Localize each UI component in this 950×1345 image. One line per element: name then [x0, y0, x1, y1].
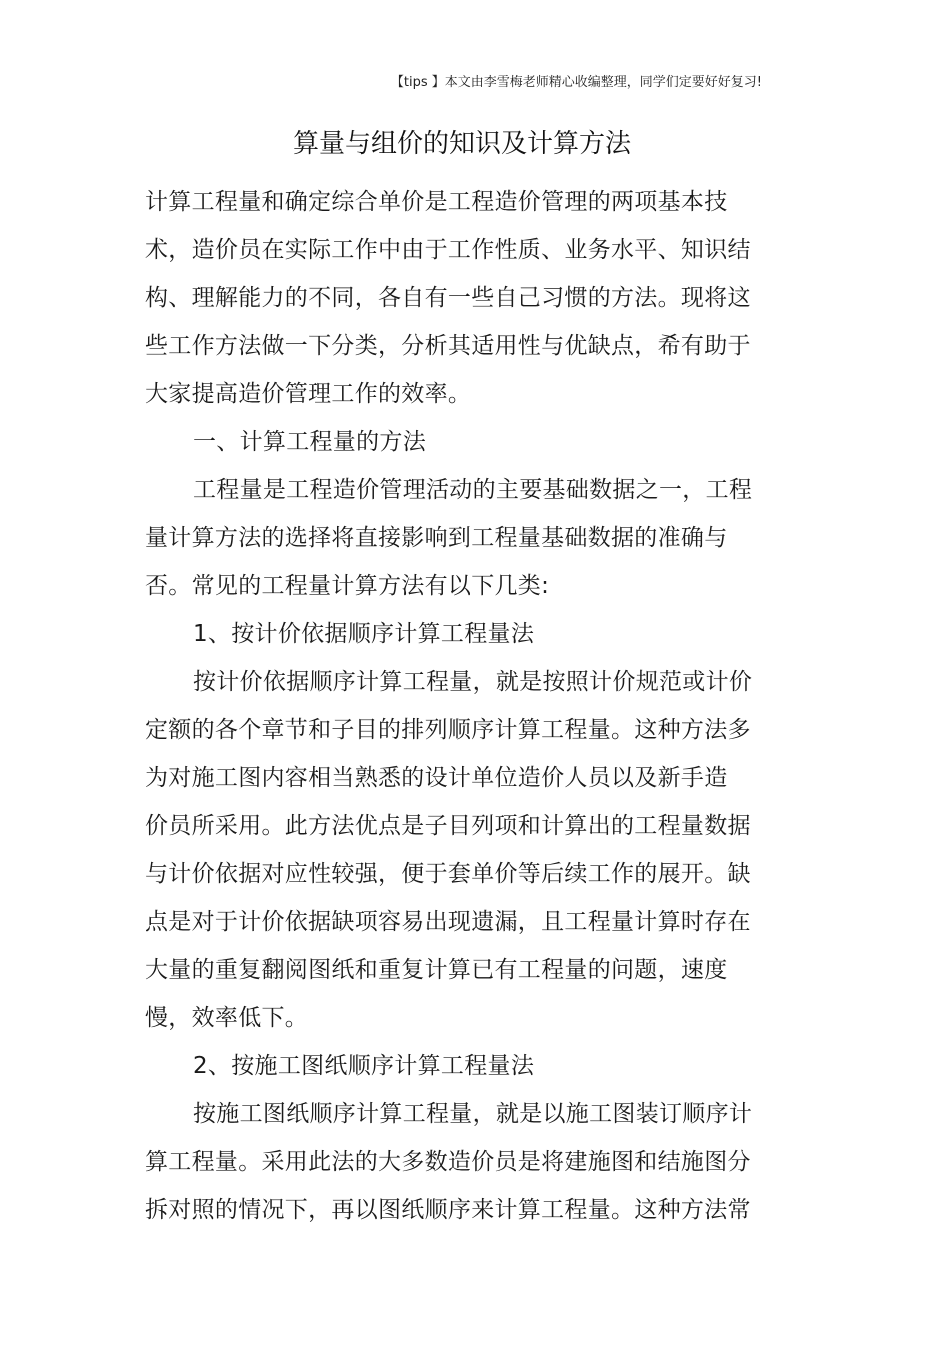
paragraph-line: 慢，效率低下。 [145, 1005, 309, 1031]
paragraph-line: 算工程量。采用此法的大多数造价员是将建施图和结施图分 [145, 1149, 751, 1175]
paragraph-line: 构、理解能力的不同，各自有一些自己习惯的方法。现将这 [145, 285, 751, 311]
paragraph-line: 量计算方法的选择将直接影响到工程量基础数据的准确与 [145, 525, 728, 551]
document-title: 算量与组价的知识及计算方法 [292, 129, 631, 159]
paragraph-line: 拆对照的情况下，再以图纸顺序来计算工程量。这种方法常 [145, 1197, 751, 1223]
paragraph-line: 为对施工图内容相当熟悉的设计单位造价人员以及新手造 [145, 765, 728, 791]
subsection-heading: 1、按计价依据顺序计算工程量法 [193, 621, 535, 647]
paragraph-line: 些工作方法做一下分类，分析其适用性与优缺点，希有助于 [145, 333, 751, 359]
paragraph-line: 否。常见的工程量计算方法有以下几类: [145, 573, 550, 599]
paragraph-line: 按计价依据顺序计算工程量，就是按照计价规范或计价 [193, 669, 753, 695]
paragraph-line: 工程量是工程造价管理活动的主要基础数据之一，工程 [193, 477, 753, 503]
paragraph-line: 定额的各个章节和子目的排列顺序计算工程量。这种方法多 [145, 717, 751, 743]
paragraph-line: 大量的重复翻阅图纸和重复计算已有工程量的问题，速度 [145, 957, 728, 983]
header-tip: 【tips 】本文由李雪梅老师精心收编整理，同学们定要好好复习! [390, 75, 762, 90]
paragraph-line: 按施工图纸顺序计算工程量，就是以施工图装订顺序计 [193, 1101, 753, 1127]
paragraph-line: 价员所采用。此方法优点是子目列项和计算出的工程量数据 [145, 813, 751, 839]
subsection-heading: 2、按施工图纸顺序计算工程量法 [193, 1053, 535, 1079]
paragraph-line: 计算工程量和确定综合单价是工程造价管理的两项基本技 [145, 189, 728, 215]
paragraph-line: 点是对于计价依据缺项容易出现遗漏，且工程量计算时存在 [145, 909, 751, 935]
paragraph-line: 术，造价员在实际工作中由于工作性质、业务水平、知识结 [145, 237, 751, 263]
paragraph-line: 大家提高造价管理工作的效率。 [145, 381, 472, 407]
section-heading: 一、计算工程量的方法 [193, 429, 426, 455]
paragraph-line: 与计价依据对应性较强，便于套单价等后续工作的展开。缺 [145, 861, 751, 887]
